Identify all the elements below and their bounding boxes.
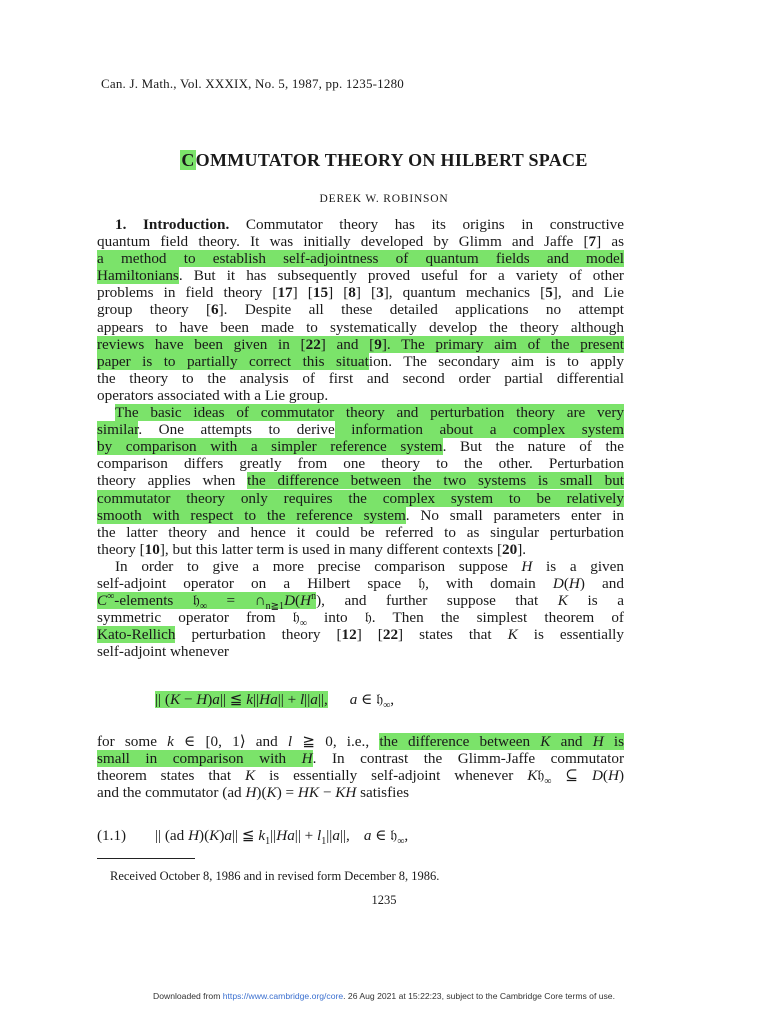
text-line <box>97 250 624 267</box>
citation: 6 <box>211 301 219 319</box>
citation: 22 <box>382 626 399 644</box>
highlight-annotation[interactable]: paper is to partially correct this situat <box>97 352 369 370</box>
text-line <box>97 490 624 507</box>
text-line: for some k ∈ [0, 1⟩ and l ≧ 0, i.e., the difference between K and H is <box>97 733 624 750</box>
text-line: similar. One attempts to derive information about a complex system <box>97 421 624 439</box>
text-line: symmetric operator from 𝔥$_\infty$ into 𝔥. Then the simplest theorem of <box>97 609 624 630</box>
body-text-lower <box>97 733 624 801</box>
display-equation: || (K − H)a|| ≦ k||Ha|| + l||a||, a ∈ 𝔥$_\infty$, <box>155 691 395 712</box>
text-line: the latter theory and hence it could be referred to as singular perturbation <box>97 523 624 541</box>
text-line: theory applies when the difference between the two systems is small but <box>97 472 625 490</box>
paper-title <box>0 150 768 171</box>
author-name: DEREK W. ROBINSON <box>319 193 449 205</box>
text-line: self-adjoint whenever <box>97 643 229 661</box>
text-line: quantum field theory. It was initially developed by Glimm and Jaffe [7] as <box>97 233 624 251</box>
text-line: and the commutator (ad H)(K) = HK − KH satisfies <box>97 784 410 802</box>
text-line: self-adjoint operator on a Hilbert space 𝔥, with domain D(H) and <box>97 574 624 592</box>
highlight-annotation[interactable]: similar <box>97 421 139 439</box>
text-span: Commutator theory has its origins in constructive <box>245 216 624 233</box>
text-line: Kato-Rellich perturbation theory [12] [22] states that K is essentially <box>97 626 624 644</box>
text-line: operators associated with a Lie group. <box>97 386 329 404</box>
citation: 15 <box>312 284 329 302</box>
text-line <box>97 216 624 233</box>
text-line: small in comparison with H. In contrast the Glimm-Jaffe commutator <box>97 750 625 768</box>
highlight-annotation[interactable]: by comparison with a simpler reference system <box>97 438 443 456</box>
section-heading: 1. Introduction. <box>115 216 230 233</box>
highlight-annotation[interactable]: small in comparison with H <box>97 750 313 768</box>
highlight-annotation[interactable]: a method to establish self-adjointness of quantum fields and model <box>97 250 624 268</box>
highlight-annotation[interactable]: smooth with respect to the reference system <box>97 506 406 524</box>
page-number: 1235 <box>371 893 397 907</box>
numbered-equation: (1.1) || (ad H)(K)a|| ≦ $k_1||Ha|| + l_1||a||$, a ∈ 𝔥$_\infty$, <box>97 827 409 848</box>
text-line: by comparison with a simpler reference system. But the nature of the <box>97 438 624 456</box>
highlight-annotation[interactable]: information about a complex system <box>334 421 624 439</box>
text-line: theorem states that K is essentially self-adjoint whenever K𝔥$_\infty$ ⊆ D(H) <box>97 767 625 788</box>
text-line: theory [10], but this latter term is used in many different contexts [20]. <box>97 540 527 558</box>
citation: 9 <box>374 335 382 353</box>
title-text: OMMUTATOR THEORY ON HILBERT SPACE <box>195 150 588 170</box>
citation: 7 <box>588 233 597 251</box>
download-prefix: Downloaded from <box>153 991 223 1001</box>
highlight-annotation[interactable]: commutator theory only requires the complex system to be relatively <box>97 489 624 507</box>
footnote: Received October 8, 1986 and in revised form December 8, 1986. <box>110 869 440 883</box>
highlight-annotation[interactable]: Kato-Rellich <box>97 626 176 644</box>
highlight-annotation[interactable]: Hamiltonians <box>97 267 179 285</box>
body-text-upper <box>97 216 624 660</box>
citation: 22 <box>305 335 321 353</box>
text-line: In order to give a more precise comparison suppose H is a given <box>115 557 624 575</box>
text-line <box>97 404 624 421</box>
highlight-annotation[interactable]: the difference between K and H is <box>379 733 624 750</box>
citation: 20 <box>502 540 518 558</box>
citation: 12 <box>341 626 357 644</box>
footnote-divider <box>97 858 195 859</box>
citation: 8 <box>348 284 356 302</box>
text-line: Hamiltonians. But it has subsequently proved useful for a variety of other <box>97 267 624 285</box>
highlight-annotation[interactable]: C <box>181 150 195 170</box>
text-line: group theory [6]. Despite all these detailed applications no attempt <box>97 301 625 319</box>
highlight-annotation[interactable]: reviews have been given in [22] and [9]. The primary aim of the present <box>97 335 625 353</box>
text-line: problems in field theory [17] [15] [8] [3], quantum mechanics [5], and Lie <box>97 284 625 302</box>
text-line: smooth with respect to the reference system. No small parameters enter in <box>97 506 625 524</box>
download-notice <box>0 991 768 1001</box>
text-line: appears to have been made to systematically develop the theory although <box>97 318 624 336</box>
citation: 10 <box>144 540 160 558</box>
download-suffix: . 26 Aug 2021 at 15:22:23, subject to the Cambridge Core terms of use. <box>343 991 615 1001</box>
text-line <box>97 336 624 353</box>
text-line: the theory to the analysis of first and second order partial differential <box>97 369 624 387</box>
text-line: paper is to partially correct this situation. The secondary aim is to apply <box>97 352 624 370</box>
citation: 3 <box>376 284 384 302</box>
highlight-annotation[interactable]: the difference between the two systems is small but <box>247 472 625 490</box>
citation: 17 <box>277 284 293 302</box>
highlight-annotation[interactable]: The basic ideas of commutator theory and perturbation theory are very <box>115 404 624 422</box>
cambridge-core-link[interactable]: https://www.cambridge.org/core <box>222 991 344 1001</box>
journal-reference: Can. J. Math., Vol. XXXIX, No. 5, 1987, pp. 1235-1280 <box>101 76 404 91</box>
highlight-annotation[interactable]: C∞-elements 𝔥$_\infty$ = $\cap_{n≧1}D(H^n$ <box>97 591 317 613</box>
highlight-annotation[interactable]: || (K − H)a|| ≦ k||Ha|| + l||a||, <box>155 691 328 708</box>
text-line: C∞-elements 𝔥$_\infty$ = $\cap_{n≧1}D(H^n)$, and further suppose that K is a <box>97 591 624 613</box>
equation-number: (1.1) <box>97 827 127 844</box>
citation: 5 <box>545 284 553 302</box>
text-line: comparison differs greatly from one theory to the other. Perturbation <box>97 455 624 473</box>
